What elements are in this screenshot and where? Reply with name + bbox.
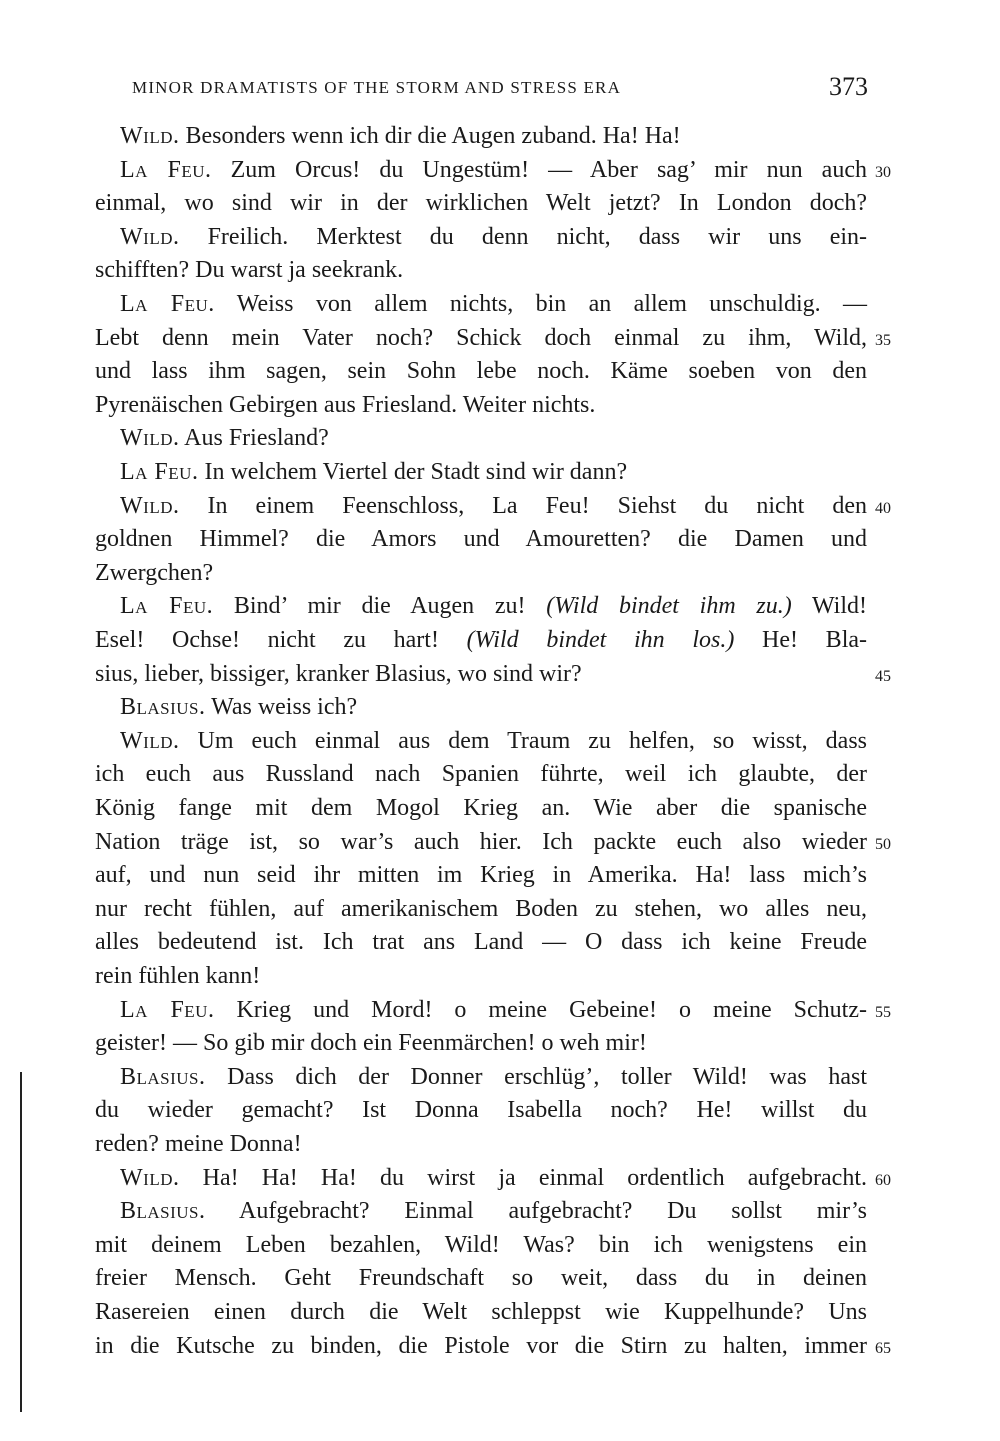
line-number: 45 [875, 667, 891, 685]
text-line [95, 1330, 867, 1364]
line-text: König fange mit dem Mogol Krieg an. Wie aber die spanische [95, 795, 867, 821]
scan-edge-mark [20, 1072, 22, 1412]
speaker-name: Wild. [120, 123, 180, 149]
line-text: Ha! Ha! Ha! du wirst ja einmal ordentlich aufgebracht. [179, 1164, 867, 1191]
text-line [95, 1027, 867, 1061]
text-line [95, 658, 867, 692]
line-text: sius, lieber, bissiger, kranker Blasius, wo sind wir? [95, 660, 582, 687]
speaker-name: Wild. [120, 727, 180, 754]
text-line [95, 490, 867, 524]
text-line [95, 1296, 867, 1330]
text-line [95, 1162, 867, 1196]
line-text: goldnen Himmel? die Amors und Amouretten? die Damen und [95, 526, 867, 553]
speaker-name: Wild. [120, 492, 180, 519]
line-text: auf, und nun seid ihr mitten im Krieg in Amerika. Ha! lass mich’s [95, 862, 867, 889]
line-text: mit deinem Leben bezahlen, Wild! Was? bin ich wenigstens ein [95, 1231, 867, 1258]
text-line [95, 691, 867, 725]
text-line [95, 893, 867, 927]
text-line [95, 725, 867, 759]
speaker-name: La Feu. [120, 593, 214, 620]
text-line [95, 322, 867, 356]
text-line [95, 154, 867, 188]
line-text: Freilich. Merktest du denn nicht, dass wir uns ein- [179, 223, 867, 250]
line-text: Rasereien einen durch die Welt schleppst wie Kuppelhunde? Uns [95, 1299, 867, 1325]
line-text: Um euch einmal aus dem Traum zu helfen, so wisst, dass [179, 727, 867, 754]
text-line [95, 557, 867, 591]
speaker-name: Blasius. [120, 1198, 206, 1225]
text-line [95, 1195, 867, 1229]
line-text: Aufgebracht? Einmal aufgebracht? Du sollst mir’s [205, 1198, 867, 1225]
text-line [95, 1128, 867, 1162]
line-text: Aus Friesland? [179, 425, 329, 452]
line-text: Esel! Ochse! nicht zu hart! [95, 627, 467, 653]
text-line [95, 960, 867, 994]
line-text: Pyrenäischen Gebirgen aus Friesland. Weiter nichts. [95, 391, 596, 418]
line-number: 55 [875, 1003, 891, 1021]
text-line [95, 758, 867, 792]
text-line [95, 859, 867, 893]
text-line [95, 422, 867, 456]
text-line [95, 1262, 867, 1296]
line-text: ich euch aus Russland nach Spanien führte, weil ich glaubte, der [95, 761, 867, 788]
text-line [95, 792, 867, 826]
line-text: und lass ihm sagen, sein Sohn lebe noch. Käme soeben von den [95, 358, 867, 385]
line-text: in die Kutsche zu binden, die Pistole vor die Stirn zu halten, immer [95, 1332, 867, 1359]
line-text: Zwergchen? [95, 559, 214, 586]
line-number: 30 [875, 163, 891, 181]
line-text: Lebt denn mein Vater noch? Schick doch einmal zu ihm, Wild, [95, 324, 867, 351]
line-text: Was weiss ich? [205, 694, 358, 721]
line-text: Besonders wenn ich dir die Augen zuband. Ha! Ha! [179, 123, 681, 149]
line-number: 35 [875, 331, 891, 349]
line-text: In einem Feenschloss, La Feu! Siehst du nicht den [179, 492, 867, 519]
line-text: du wieder gemacht? Ist Donna Isabella noch? He! willst du [95, 1097, 867, 1124]
text-line [95, 120, 867, 154]
text-line [95, 1061, 867, 1095]
text-line [95, 624, 867, 658]
speaker-name: La Feu. [120, 156, 212, 183]
speaker-name: Wild. [120, 223, 180, 250]
speaker-name: Wild. [120, 425, 180, 452]
speaker-name: La Feu. [120, 459, 199, 485]
text-line [95, 1229, 867, 1263]
line-text-after: Wild! [791, 593, 867, 620]
line-text: Nation träge ist, so war’s auch hier. Ich packte euch also wieder [95, 828, 867, 855]
text-line [95, 221, 867, 255]
line-number: 65 [875, 1339, 891, 1357]
text-line [95, 590, 867, 624]
text-line [95, 254, 867, 288]
line-text: Zum Orcus! du Ungestüm! — Aber sag’ mir nun auch [211, 156, 867, 183]
text-line [95, 187, 867, 221]
text-line [95, 1094, 867, 1128]
line-number: 40 [875, 499, 891, 517]
line-number: 60 [875, 1171, 891, 1189]
speaker-name: Blasius. [120, 1063, 206, 1090]
speaker-name: Blasius. [120, 694, 206, 721]
line-text-after: He! Bla- [734, 627, 868, 653]
text-line [95, 288, 867, 322]
text-line [95, 389, 867, 423]
line-text: freier Mensch. Geht Freundschaft so weit, dass du in deinen [95, 1265, 867, 1292]
speaker-name: La Feu. [120, 291, 215, 317]
line-text: Weiss von allem nichts, bin an allem unschuldig. — [214, 291, 867, 317]
page-number: 373 [829, 72, 868, 101]
line-text: Bind’ mir die Augen zu! [213, 593, 547, 620]
line-text: einmal, wo sind wir in der wirklichen Welt jetzt? In London doch? [95, 190, 867, 217]
line-text: reden? meine Donna! [95, 1131, 302, 1157]
line-text: geister! — So gib mir doch ein Feenmärchen! o weh mir! [95, 1030, 647, 1057]
text-line [95, 456, 867, 490]
line-text: schifften? Du warst ja seekrank. [95, 257, 404, 284]
line-text: alles bedeutend ist. Ich trat ans Land — O dass ich keine Freude [95, 929, 867, 956]
speaker-name: La Feu. [120, 996, 215, 1023]
line-text: rein fühlen kann! [95, 963, 261, 989]
line-text: nur recht fühlen, auf amerikanischem Boden zu stehen, wo alles neu, [95, 895, 867, 922]
line-text: Dass dich der Donner erschlüg’, toller Wild! was hast [205, 1063, 867, 1090]
stage-direction: (Wild bindet ihm zu.) [546, 593, 792, 620]
stage-direction: (Wild bindet ihn los.) [466, 627, 735, 653]
text-line [95, 994, 867, 1028]
text-line [95, 355, 867, 389]
page-header [132, 72, 868, 108]
line-number: 50 [875, 835, 891, 853]
line-text: Krieg und Mord! o meine Gebeine! o meine Schutz- [214, 996, 867, 1023]
text-line [95, 523, 867, 557]
text-line [95, 926, 867, 960]
running-head: MINOR DRAMATISTS OF THE STORM AND STRESS ERA [132, 78, 622, 97]
line-text: In welchem Viertel der Stadt sind wir dann? [198, 459, 628, 485]
speaker-name: Wild. [120, 1164, 180, 1191]
text-line [95, 826, 867, 860]
